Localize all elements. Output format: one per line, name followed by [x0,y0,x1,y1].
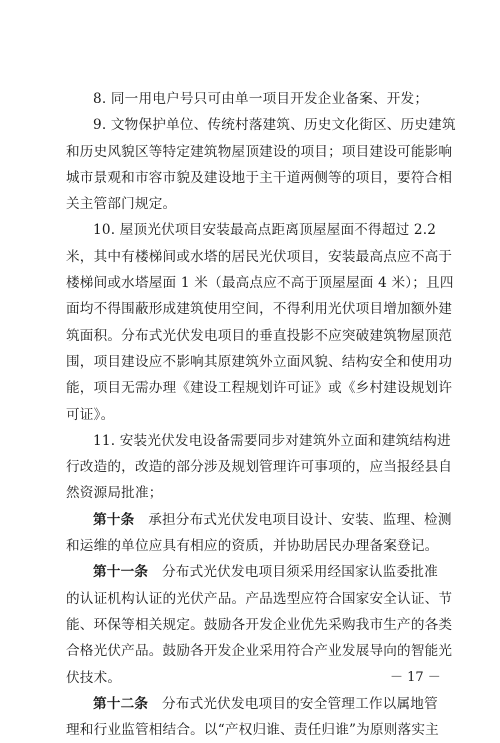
item-10-line-2: 米，其中有楼梯间或水塔的居民光伏项目，安装最高点应不高于 [66,248,453,265]
item-10-line-4: 面均不得围蔽形成建筑使用空间，不得利用光伏项目增加额外建 [66,301,453,318]
article-12-line-2: 理和行业监管相结合。以“产权归谁、责任归谁”为原则落实主 [66,722,439,739]
item-9-line-4: 关主管部门规定。 [66,196,177,213]
item-9-line-3: 城市景观和市容市貌及建设地于主干道两侧等的项目，要符合相 [66,169,453,186]
item-11-line-1: 11. 安装光伏发电设备需要同步对建筑外立面和建筑结构进 [93,432,451,449]
article-11-line-2: 的认证机构认证的光伏产品。产品选型应符合国家安全认证、节 [66,590,453,607]
article-11-heading: 第十一条 [93,564,149,581]
article-10-line-1 [66,507,452,533]
article-10-text: 承担分布式光伏发电项目设计、安装、监理、检测 [148,511,452,528]
page-body [66,86,456,743]
item-10-line-8: 可证》。 [66,406,115,423]
article-11-line-1 [66,559,436,585]
article-11-line-3: 能、环保等相关规定。鼓励各开发企业优先采购我市生产的各类 [66,616,453,633]
page-number: － 17 － [390,670,441,685]
article-12-text: 分布式光伏发电项目的安全管理工作以属地管 [161,695,438,712]
item-11-line-3: 然资源局批准； [66,485,163,502]
article-12-heading: 第十二条 [93,695,149,712]
item-10-line-1: 10. 屋顶光伏项目安装最高点距离顶屋屋面不得超过 2.2 [93,222,437,239]
item-11-line-2: 行改造的，改造的部分涉及规划管理许可事项的，应当报经县自 [66,459,453,476]
item-10-line-3: 楼梯间或水塔屋面 1 米（最高点应不高于顶屋屋面 4 米）；且四 [66,275,454,292]
item-9-line-2: 和历史风貌区等特定建筑物屋顶建设的项目；项目建设可能影响 [66,143,453,160]
article-11-line-4: 合格光伏产品。鼓励各开发企业采用符合产业发展导向的智能光 [66,643,453,660]
item-9-line-1: 9. 文物保护单位、传统村落建筑、历史文化街区、历史建筑 [93,117,456,134]
article-11-text: 分布式光伏发电项目须采用经国家认监委批准 [161,564,438,581]
article-10-line-2: 和运维的单位应具有相应的资质，并协助居民办理备案登记。 [66,538,439,555]
article-12-line-1 [66,691,436,717]
item-10-line-6: 围，项目建设应不影响其原建筑外立面风貌、结构安全和使用功 [66,353,453,370]
item-8: 8. 同一用电户号只可由单一项目开发企业备案、开发； [93,91,429,107]
item-10-line-5: 筑面积。分布式光伏发电项目的垂直投影不应突破建筑物屋顶范 [66,327,453,344]
article-10-heading: 第十条 [93,511,135,528]
article-11-line-5: 伏技术。 [66,669,122,686]
item-10-line-7: 能，项目无需办理《建设工程规划许可证》或《乡村建设规划许 [66,380,453,397]
